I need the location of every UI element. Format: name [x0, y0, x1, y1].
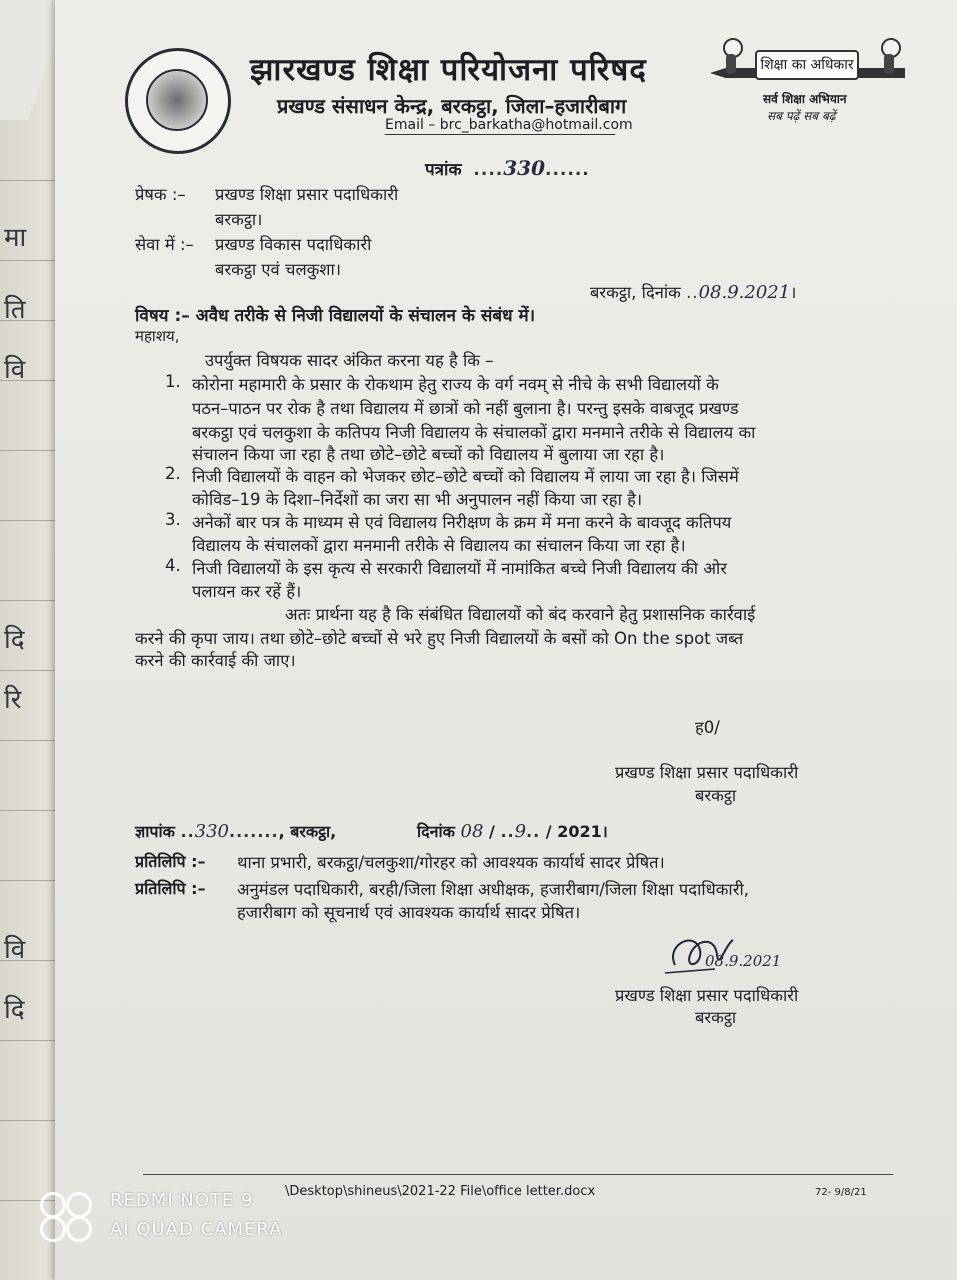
child-left-icon — [717, 38, 745, 78]
salutation: महाशय, — [135, 327, 180, 345]
date-value: 08.9.2021 — [698, 282, 791, 303]
point-3-number: 3. — [165, 510, 181, 529]
letter-date: बरकट्ठा, दिनांक ..08.9.2021। — [590, 282, 797, 303]
point-3-line1: अनेकों बार पत्र के माध्यम से एवं विद्यालय निरीक्षण के क्रम में मना करने के बावजूद कतिपय — [192, 513, 732, 532]
rte-label: शिक्षा का अधिकार — [755, 50, 859, 80]
signature-date: 08.9.2021 — [705, 952, 782, 970]
copy1-text: थाना प्रभारी, बरकट्ठा/चलकुशा/गोरहर को आवश्यक कार्यार्थ सादर प्रेषित। — [237, 853, 665, 872]
prayer-line2: करने की कृपा जाय। तथा छोटे–छोटे बच्चों से भरे हुए निजी विद्यालयों के बसों को On the spot जब्त — [135, 629, 744, 648]
point-4-number: 4. — [165, 556, 181, 575]
sign1-line1: प्रखण्ड शिक्षा प्रसार पदाधिकारी — [615, 763, 799, 782]
date-prefix: बरकट्ठा, दिनांक — [590, 283, 681, 302]
point-1-line4: संचालन किया जा रहा है तथा छोटे–छोटे बच्चों को विद्यालय में बुलाया जा रहा है। — [192, 445, 665, 464]
ssa-line1: सर्व शिक्षा अभियान — [763, 92, 847, 106]
point-4-line2: पलायन कर रहें हैं। — [192, 582, 302, 601]
sender-label: प्रेषक :– — [135, 185, 186, 204]
jepc-logo — [125, 48, 231, 154]
intro-line: उपर्युक्त विषयक सादर अंकित करना यह है कि – — [205, 351, 494, 370]
to-line1: प्रखण्ड विकास पदाधिकारी — [215, 235, 372, 254]
dinank-month: 9 — [514, 821, 527, 842]
dinank-day: 08 — [460, 821, 484, 842]
background-ledger-page: मा ति वि दि रि वि दि — [0, 0, 90, 1280]
prayer-line1: अतः प्रार्थना यह है कि संबंधित विद्यालयों को बंद करवाने हेतु प्रशासनिक कार्रवाई — [285, 605, 756, 624]
patrank-label: पत्रांक — [425, 160, 462, 180]
point-1-line1: कोरोना महामारी के प्रसार के रोकथाम हेतु राज्य के वर्ग नवम् से नीचे के सभी विद्यालयों के — [192, 375, 719, 394]
camera-logo-icon — [40, 1192, 96, 1240]
child-right-icon — [875, 38, 903, 78]
letter-sheet — [55, 0, 957, 1280]
copy1-label: प्रतिलिपि :– — [135, 852, 206, 871]
email-underline — [385, 134, 615, 135]
footer-rule — [143, 1174, 893, 1175]
sign2-line2: बरकट्ठा — [695, 1008, 737, 1027]
point-4-line1: निजी विद्यालयों के इस कृत्य से सरकारी विद्यालयों में नामांकित बच्चे निजी विद्यालय की ओर — [192, 559, 727, 578]
point-1-line3: बरकट्ठा एवं चलकुशा के कतिपय निजी विद्यालय के संचालकों द्वारा मनमाने तरीके से विद्यालय का — [192, 423, 756, 442]
org-email: Email – brc_barkatha@hotmail.com — [385, 117, 633, 133]
org-subtitle: प्रखण्ड संसाधन केन्द्र, बरकट्ठा, जिला–हजारीबाग — [277, 94, 627, 118]
dinank-line: दिनांक 08 / ..9.. / 2021। — [417, 821, 608, 842]
ssa-line2: सब पढ़ें सब बढ़ें — [767, 109, 836, 123]
gyapank-line: ज्ञापांक ..330......., बरकट्ठा, — [135, 821, 337, 842]
sign2-line1: प्रखण्ड शिक्षा प्रसार पदाधिकारी — [615, 986, 799, 1005]
copy2-line2: हजारीबाग को सूचनार्थ एवं आवश्यक कार्यार्थ सादर प्रेषित। — [237, 903, 581, 922]
point-3-line2: विद्यालय के संचालकों द्वारा मनमानी तरीके से विद्यालय का संचालन किया जा रहा है। — [192, 536, 686, 555]
prayer-line3: करने की कार्रवाई की जाए। — [135, 651, 296, 670]
copy2-line1: अनुमंडल पदाधिकारी, बरही/जिला शिक्षा अधीक्षक, हजारीबाग/जिला शिक्षा पदाधिकारी, — [237, 880, 749, 899]
gyapank-value: 330 — [194, 821, 230, 842]
footer-file-path: \Desktop\shineus\2021-22 File\office letter.docx — [285, 1184, 596, 1199]
patrank-value: 330 — [503, 156, 546, 180]
dinank-label: दिनांक — [417, 822, 455, 841]
copy2-label: प्रतिलिपि :– — [135, 879, 206, 898]
footer-code: 72- 9/8/21 — [815, 1187, 867, 1198]
point-2-line2: कोविड–19 के दिशा–निर्देशों का जरा सा भी अनुपालन नहीं किया जा रहा है। — [192, 490, 643, 509]
point-1-number: 1. — [165, 372, 181, 391]
watermark-line1: REDMI NOTE 9 — [110, 1190, 254, 1211]
dinank-year: / 2021। — [545, 822, 608, 841]
watermark-line2: AI QUAD CAMERA — [110, 1219, 283, 1240]
ha-mark: ह0/ — [695, 718, 720, 737]
sender-line2: बरकट्ठा। — [215, 210, 263, 229]
sender-line1: प्रखण्ड शिक्षा प्रसार पदाधिकारी — [215, 185, 399, 204]
point-2-number: 2. — [165, 464, 181, 483]
point-1-line2: पठन–पाठन पर रोक है तथा विद्यालय में छात्रों को नहीं बुलाना है। परन्तु इसके वाबजूद प्रखण्ड — [192, 399, 739, 418]
to-line2: बरकट्ठा एवं चलकुशा। — [215, 260, 342, 279]
point-2-line1: निजी विद्यालयों के वाहन को भेजकर छोट–छोटे बच्चों को विद्यालय में लाया जा रहा है। जिसमें — [192, 467, 739, 486]
sign1-line2: बरकट्ठा — [695, 786, 737, 805]
gyapank-place: , बरकट्ठा, — [278, 822, 337, 841]
gyapank-label: ज्ञापांक — [135, 822, 175, 841]
to-label: सेवा में :– — [135, 235, 194, 254]
org-title: झारखण्ड शिक्षा परियोजना परिषद — [250, 52, 647, 88]
patrank: पत्रांक ....330...... — [425, 156, 590, 180]
subject-line: विषय :– अवैध तरीके से निजी विद्यालयों के संचालन के संबंध में। — [135, 306, 536, 326]
